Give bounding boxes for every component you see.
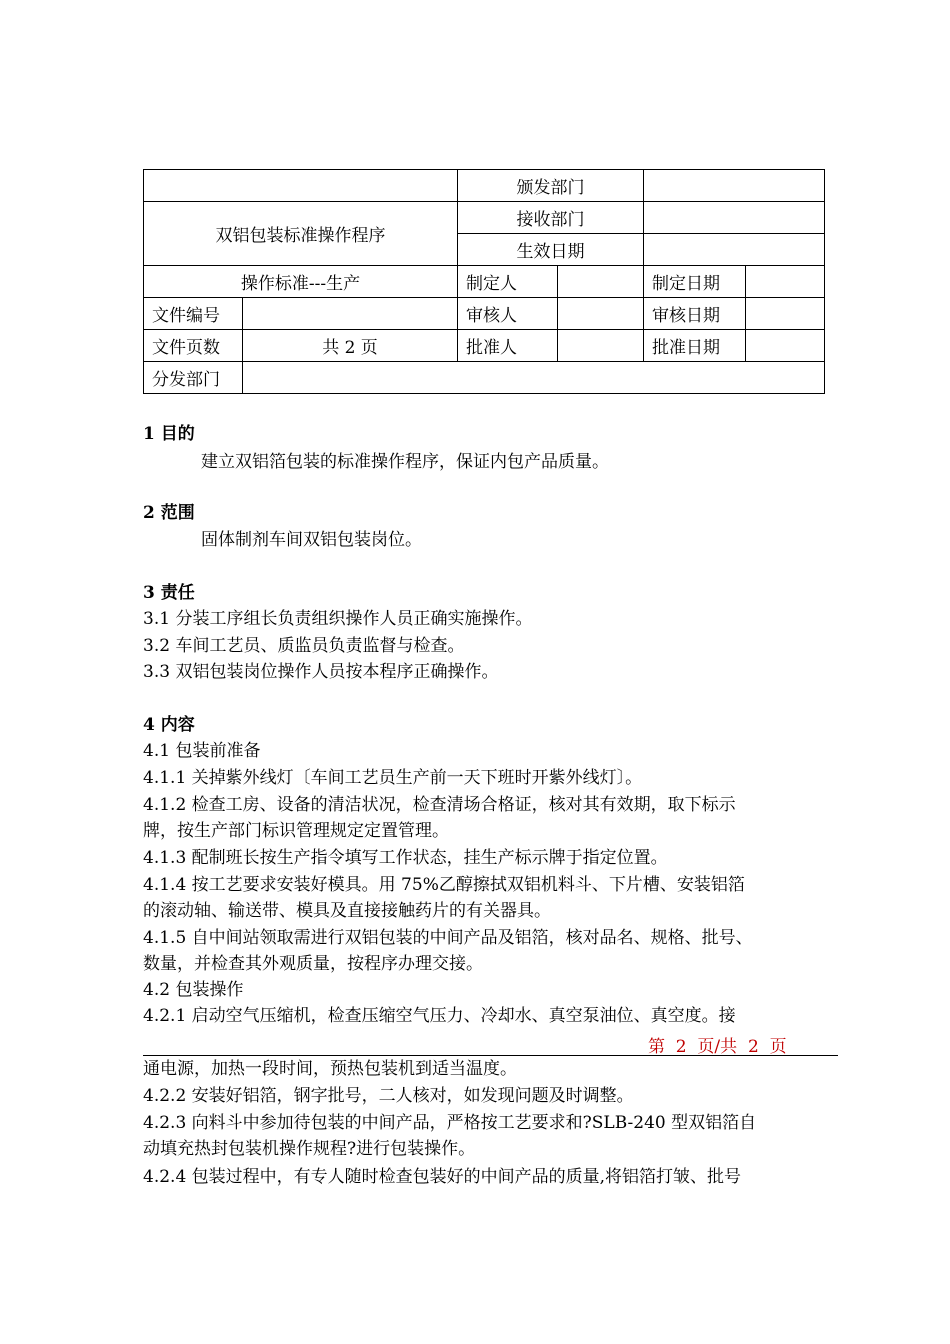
paragraph-4-1-5-line-2: 数量，并检查其外观质量，按程序办理交接。: [143, 954, 483, 974]
paragraph-4-2-2: 4.2.2 安装好铝箔，钢字批号，二人核对，如发现问题及时调整。: [143, 1086, 634, 1106]
author-value: [558, 266, 644, 298]
paragraph-3-1: 3.1 分装工序组长负责组织操作人员正确实施操作。: [143, 609, 533, 629]
approver-value: [558, 330, 644, 362]
distribution-value: [243, 362, 825, 394]
doc-no-label: 文件编号: [144, 298, 243, 330]
effective-date-label: 生效日期: [458, 234, 644, 266]
reviewer-value: [558, 298, 644, 330]
receive-dept-label: 接收部门: [458, 202, 644, 234]
approver-label: 批准人: [458, 330, 558, 362]
distribution-label: 分发部门: [144, 362, 243, 394]
paragraph-4-2-1-line-2: 通电源，加热一段时间，预热包装机到适当温度。: [143, 1059, 517, 1079]
paragraph-4-1-1: 4.1.1 关掉紫外线灯〔车间工艺员生产前一天下班时开紫外线灯〕。: [143, 768, 643, 788]
header-row-5: [144, 298, 825, 330]
paragraph-4-1-2-line-1: 4.1.2 检查工房、设备的清洁状况，检查清场合格证，核对其有效期，取下标示: [143, 795, 736, 815]
header-row-4: [144, 266, 825, 298]
paragraph-3-3: 3.3 双铝包装岗位操作人员按本程序正确操作。: [143, 662, 499, 682]
paragraph-4-2: 4.2 包装操作: [143, 980, 244, 1000]
pages-label: 文件页数: [144, 330, 243, 362]
pages-value: 共 2 页: [243, 330, 458, 362]
section-2-heading: 2 范围: [143, 503, 195, 523]
approve-date-label: 批准日期: [644, 330, 746, 362]
paragraph-4-2-4: 4.2.4 包装过程中，有专人随时检查包装好的中间产品的质量,将铝箔打皱、批号: [143, 1167, 742, 1187]
header-row-1: [144, 170, 825, 202]
paragraph-4-1: 4.1 包装前准备: [143, 741, 261, 761]
paragraph-4-1-5-line-1: 4.1.5 自中间站领取需进行双铝包装的中间产品及铝箔，核对品名、规格、批号、: [143, 928, 753, 948]
section-1-heading: 1 目的: [143, 424, 195, 444]
page-footer: 第 2 页/共 2 页: [648, 1037, 787, 1057]
author-label: 制定人: [458, 266, 558, 298]
paragraph-4-1-3: 4.1.3 配制班长按生产指令填写工作状态，挂生产标示牌于指定位置。: [143, 848, 668, 868]
paragraph-4-1-4-line-1: 4.1.4 按工艺要求安装好模具。用 75%乙醇擦拭双铝机料斗、下片槽、安装铝箔: [143, 875, 745, 895]
document-title: 双铝包装标准操作程序: [144, 202, 458, 266]
review-date-label: 审核日期: [644, 298, 746, 330]
section-2-text: 固体制剂车间双铝包装岗位。: [201, 530, 422, 550]
paragraph-4-1-2-line-2: 牌，按生产部门标识管理规定定置管理。: [143, 821, 449, 841]
document-header-table: [143, 169, 825, 394]
reviewer-label: 审核人: [458, 298, 558, 330]
approve-date-value: [746, 330, 825, 362]
section-4-heading: 4 内容: [143, 715, 195, 735]
section-1-text: 建立双铝箔包装的标准操作程序，保证内包产品质量。: [201, 452, 609, 472]
header-row-2: [144, 202, 825, 234]
issue-dept-label: 颁发部门: [458, 170, 644, 202]
review-date-value: [746, 298, 825, 330]
title-blank-cell: [144, 170, 458, 202]
author-date-value: [746, 266, 825, 298]
paragraph-4-1-4-line-2: 的滚动轴、输送带、模具及直接接触药片的有关器具。: [143, 901, 551, 921]
paragraph-4-2-1-line-1: 4.2.1 启动空气压缩机，检查压缩空气压力、冷却水、真空泵油位、真空度。接: [143, 1006, 736, 1026]
issue-dept-value: [644, 170, 825, 202]
doc-no-value: [243, 298, 458, 330]
header-row-7: [144, 362, 825, 394]
paragraph-4-2-3-line-2: 动填充热封包装机操作规程?进行包装操作。: [143, 1139, 476, 1159]
document-category: 操作标准---生产: [144, 266, 458, 298]
effective-date-value: [644, 234, 825, 266]
section-3-heading: 3 责任: [143, 583, 195, 603]
author-date-label: 制定日期: [644, 266, 746, 298]
paragraph-3-2: 3.2 车间工艺员、质监员负责监督与检查。: [143, 636, 465, 656]
receive-dept-value: [644, 202, 825, 234]
paragraph-4-2-3-line-1: 4.2.3 向料斗中参加待包装的中间产品，严格按工艺要求和?SLB-240 型双铝箔自: [143, 1113, 757, 1133]
header-row-6: [144, 330, 825, 362]
